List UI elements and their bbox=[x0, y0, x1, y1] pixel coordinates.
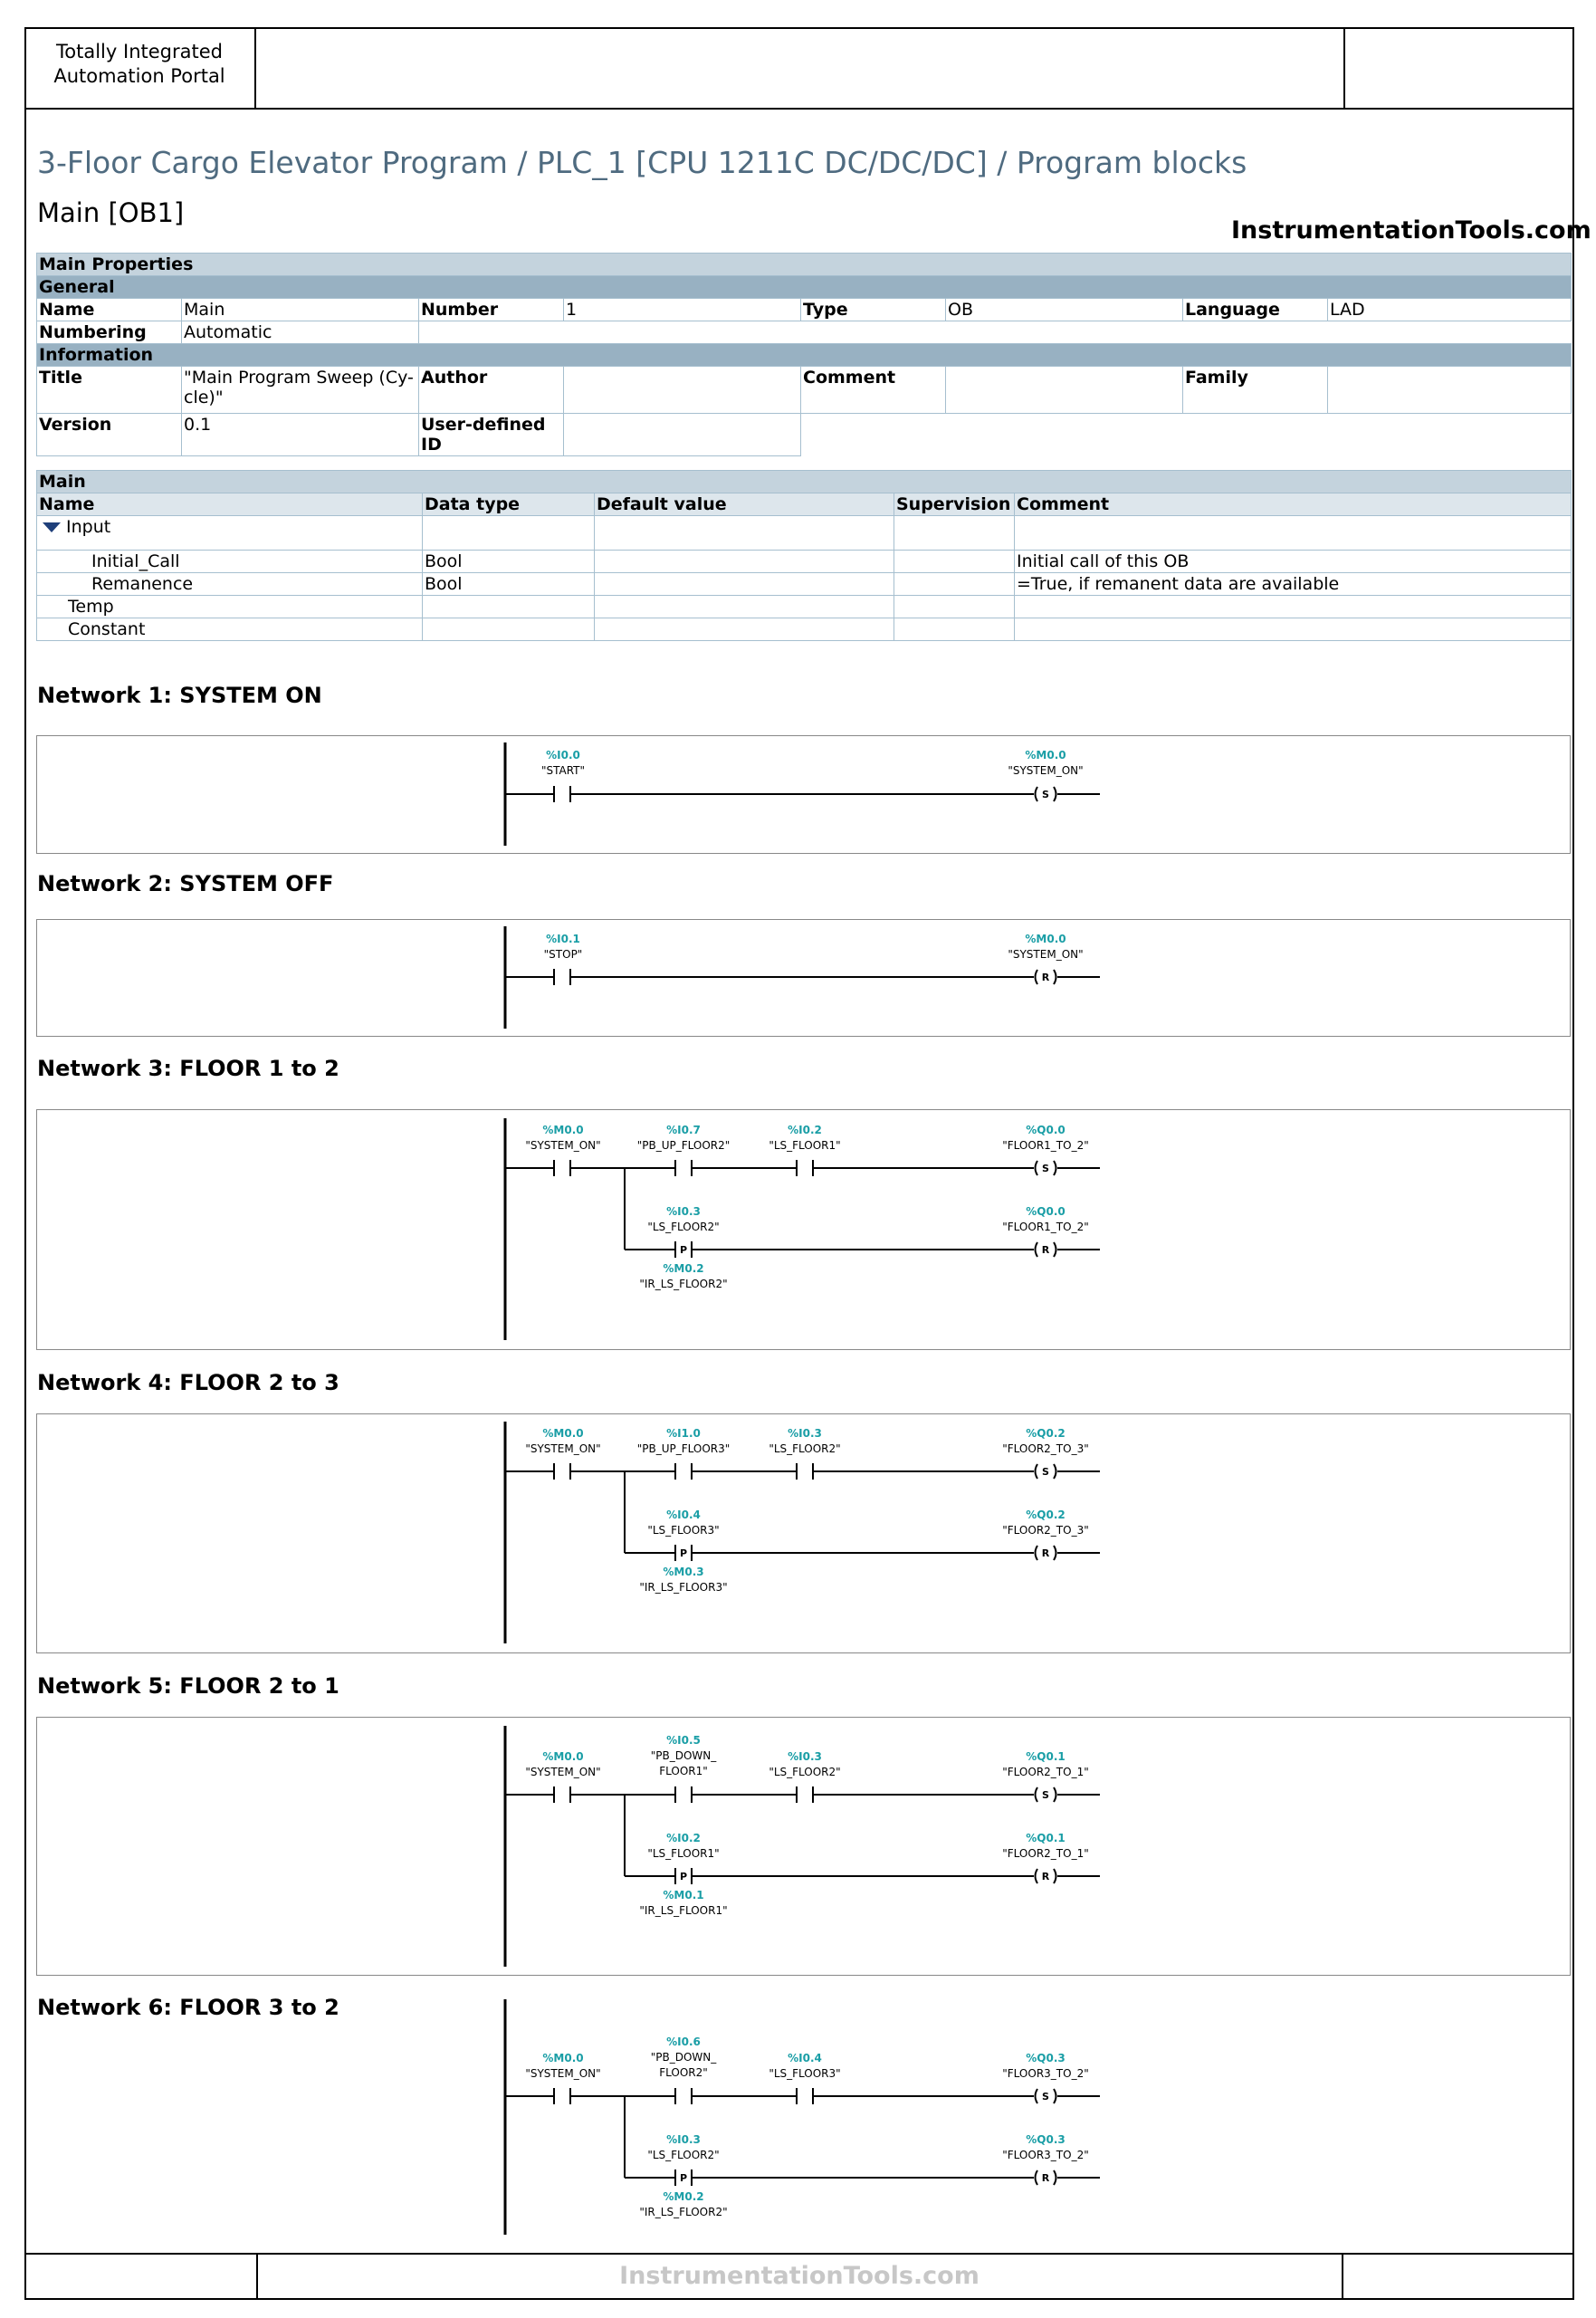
contact-symbol: "PB_UP_FLOOR3" bbox=[636, 1442, 731, 1455]
network-5-title: Network 5: FLOOR 2 to 1 bbox=[37, 1673, 339, 1699]
number-value: 1 bbox=[564, 299, 801, 321]
contact-symbol: "LS_FLOOR2" bbox=[647, 2149, 720, 2161]
type-label: Type bbox=[801, 299, 946, 321]
contact-address: %I0.6 bbox=[666, 2035, 701, 2048]
col-supervision: Supervision bbox=[894, 493, 1015, 516]
svg-text:P: P bbox=[679, 1547, 688, 1559]
edge-memory-address: %M0.3 bbox=[663, 1566, 704, 1578]
name-label: Name bbox=[37, 299, 182, 321]
network-1-diagram bbox=[505, 742, 1100, 846]
name-value: Main bbox=[182, 299, 419, 321]
language-label: Language bbox=[1183, 299, 1328, 321]
input-label: Input bbox=[66, 517, 111, 537]
contact-address: %I0.4 bbox=[666, 1509, 701, 1521]
coil-symbol: "SYSTEM_ON" bbox=[1008, 764, 1084, 777]
network-4-title: Network 4: FLOOR 2 to 3 bbox=[37, 1370, 339, 1395]
contact-symbol: "LS_FLOOR1" bbox=[647, 1847, 720, 1860]
svg-text:R: R bbox=[1041, 2172, 1050, 2184]
col-data-type: Data type bbox=[423, 493, 595, 516]
section-main: Main bbox=[37, 471, 1572, 493]
contact-address: %I0.1 bbox=[546, 933, 580, 945]
family-label: Family bbox=[1183, 367, 1328, 414]
page-footer bbox=[24, 2253, 1574, 2300]
contact-symbol: "PB_UP_FLOOR2" bbox=[636, 1139, 731, 1152]
contact-address: %I0.4 bbox=[788, 2052, 822, 2064]
edge-memory-address: %M0.2 bbox=[663, 1262, 704, 1275]
svg-text:P: P bbox=[679, 2172, 688, 2184]
row-name: Initial_Call bbox=[37, 551, 423, 573]
svg-text:S: S bbox=[1042, 2091, 1049, 2102]
contact-symbol: "SYSTEM_ON" bbox=[525, 1442, 601, 1455]
network-1-title: Network 1: SYSTEM ON bbox=[37, 683, 322, 708]
coil-address: %Q0.2 bbox=[1026, 1509, 1066, 1521]
page-title: 3-Floor Cargo Elevator Program / PLC_1 [CPU 1211C DC/DC/DC] / Program blocks bbox=[37, 145, 1247, 180]
coil-address: %Q0.1 bbox=[1026, 1832, 1066, 1844]
title-value: "Main Program Sweep (Cy-cle)" bbox=[182, 367, 419, 414]
language-value: LAD bbox=[1328, 299, 1572, 321]
contact-symbol: "LS_FLOOR1" bbox=[769, 1139, 841, 1152]
svg-text:P: P bbox=[679, 1244, 688, 1256]
title-label: Title bbox=[37, 367, 182, 414]
network-5-diagram bbox=[505, 1726, 1100, 1967]
coil-address: %Q0.3 bbox=[1026, 2133, 1066, 2146]
udid-label: User-defined ID bbox=[419, 414, 564, 456]
svg-text:P: P bbox=[679, 1871, 688, 1882]
contact-address: %I0.3 bbox=[788, 1750, 822, 1763]
row-type: Bool bbox=[423, 573, 595, 596]
svg-text:S: S bbox=[1042, 1789, 1049, 1801]
author-label: Author bbox=[419, 367, 564, 414]
contact-symbol: "LS_FLOOR2" bbox=[647, 1221, 720, 1233]
svg-text:S: S bbox=[1042, 1163, 1049, 1174]
contact-address: %I0.3 bbox=[788, 1427, 822, 1440]
contact-symbol: "STOP" bbox=[543, 948, 583, 961]
col-default-value: Default value bbox=[595, 493, 894, 516]
contact-address: %M0.0 bbox=[542, 1124, 584, 1136]
contact-symbol: "LS_FLOOR2" bbox=[769, 1766, 841, 1778]
portal-line-1: Totally Integrated bbox=[56, 41, 223, 62]
coil-address: %Q0.1 bbox=[1026, 1750, 1066, 1763]
number-label: Number bbox=[419, 299, 564, 321]
coil-symbol: "FLOOR2_TO_3" bbox=[1002, 1442, 1089, 1455]
network-2-title: Network 2: SYSTEM OFF bbox=[37, 871, 334, 896]
contact-symbol: FLOOR1" bbox=[659, 1765, 708, 1777]
network-4-diagram bbox=[505, 1422, 1100, 1643]
contact-address: %M0.0 bbox=[542, 2052, 584, 2064]
footer-watermark: InstrumentationTools.com bbox=[619, 2262, 980, 2290]
svg-text:R: R bbox=[1041, 1871, 1050, 1882]
contact-symbol: "LS_FLOOR2" bbox=[769, 1442, 841, 1455]
block-name: Main [OB1] bbox=[37, 197, 185, 228]
row-comment: =True, if remanent data are available bbox=[1015, 573, 1572, 596]
edge-memory-symbol: "IR_LS_FLOOR1" bbox=[639, 1904, 728, 1917]
numbering-label: Numbering bbox=[37, 321, 182, 344]
coil-symbol: "FLOOR1_TO_2" bbox=[1002, 1221, 1089, 1233]
contact-symbol: "START" bbox=[540, 764, 586, 777]
contact-address: %I0.0 bbox=[546, 749, 580, 761]
section-general: General bbox=[37, 276, 1572, 299]
edge-memory-symbol: "IR_LS_FLOOR2" bbox=[639, 1278, 728, 1290]
contact-address: %I0.2 bbox=[788, 1124, 822, 1136]
contact-address: %I0.3 bbox=[666, 1205, 701, 1218]
contact-address: %I1.0 bbox=[666, 1427, 701, 1440]
col-name: Name bbox=[37, 493, 423, 516]
contact-symbol: "LS_FLOOR3" bbox=[647, 1524, 720, 1537]
svg-text:R: R bbox=[1041, 1244, 1050, 1256]
coil-system-on bbox=[1036, 787, 1056, 801]
network-6-title: Network 6: FLOOR 3 to 2 bbox=[37, 1995, 339, 2020]
contact-symbol: "SYSTEM_ON" bbox=[525, 2067, 601, 2080]
coil-symbol: "FLOOR3_TO_2" bbox=[1002, 2067, 1089, 2080]
coil-address: %Q0.0 bbox=[1026, 1124, 1066, 1136]
contact-address: %I0.3 bbox=[666, 2133, 701, 2146]
row-comment: Initial call of this OB bbox=[1015, 551, 1572, 573]
contact-address: %I0.5 bbox=[666, 1734, 701, 1747]
type-value: OB bbox=[946, 299, 1183, 321]
coil-symbol: "FLOOR2_TO_3" bbox=[1002, 1524, 1089, 1537]
coil-symbol: "FLOOR1_TO_2" bbox=[1002, 1139, 1089, 1152]
row-name: Temp bbox=[37, 596, 423, 618]
edge-memory-symbol: "IR_LS_FLOOR2" bbox=[639, 2206, 728, 2218]
contact-start bbox=[554, 786, 570, 802]
contact-symbol: "PB_DOWN_ bbox=[650, 1749, 717, 1762]
network-3-diagram bbox=[505, 1118, 1100, 1340]
coil-symbol: "FLOOR3_TO_2" bbox=[1002, 2149, 1089, 2161]
coil-address: %Q0.0 bbox=[1026, 1205, 1066, 1218]
network-6-diagram bbox=[505, 1999, 1100, 2235]
version-value: 0.1 bbox=[182, 414, 419, 456]
coil-symbol: "SYSTEM_ON" bbox=[1008, 948, 1084, 961]
contact-address: %M0.0 bbox=[542, 1750, 584, 1763]
watermark: InstrumentationTools.com bbox=[1231, 216, 1591, 244]
coil-symbol: "FLOOR2_TO_1" bbox=[1002, 1766, 1089, 1778]
coil-address: %Q0.2 bbox=[1026, 1427, 1066, 1440]
contact-address: %I0.2 bbox=[666, 1832, 701, 1844]
contact-symbol: "SYSTEM_ON" bbox=[525, 1766, 601, 1778]
row-name: Remanence bbox=[37, 573, 423, 596]
network-2-diagram bbox=[505, 926, 1100, 1029]
section-information: Information bbox=[37, 344, 1572, 367]
network-3-title: Network 3: FLOOR 1 to 2 bbox=[37, 1056, 339, 1081]
contact-address: %I0.7 bbox=[666, 1124, 701, 1136]
row-type: Bool bbox=[423, 551, 595, 573]
contact-symbol: "PB_DOWN_ bbox=[650, 2051, 717, 2064]
edge-memory-symbol: "IR_LS_FLOOR3" bbox=[639, 1581, 728, 1594]
version-label: Version bbox=[37, 414, 182, 456]
section-main-properties: Main Properties bbox=[37, 254, 1572, 276]
coil-type: S bbox=[1042, 789, 1049, 800]
contact-symbol: "LS_FLOOR3" bbox=[769, 2067, 841, 2080]
edge-memory-address: %M0.2 bbox=[663, 2190, 704, 2203]
coil-type: R bbox=[1041, 972, 1050, 983]
coil-address: %Q0.3 bbox=[1026, 2052, 1066, 2064]
contact-address: %M0.0 bbox=[542, 1427, 584, 1440]
coil-address: %M0.0 bbox=[1025, 933, 1066, 945]
contact-symbol: "SYSTEM_ON" bbox=[525, 1139, 601, 1152]
numbering-value: Automatic bbox=[182, 321, 419, 344]
svg-text:R: R bbox=[1041, 1547, 1050, 1559]
svg-text:S: S bbox=[1042, 1466, 1049, 1478]
contact-symbol: FLOOR2" bbox=[659, 2066, 708, 2079]
row-name: Constant bbox=[37, 618, 423, 641]
comment-label: Comment bbox=[801, 367, 946, 414]
portal-line-2: Automation Portal bbox=[53, 65, 225, 87]
coil-symbol: "FLOOR2_TO_1" bbox=[1002, 1847, 1089, 1860]
col-comment: Comment bbox=[1015, 493, 1572, 516]
coil-address: %M0.0 bbox=[1025, 749, 1066, 761]
edge-memory-address: %M0.1 bbox=[663, 1889, 704, 1901]
